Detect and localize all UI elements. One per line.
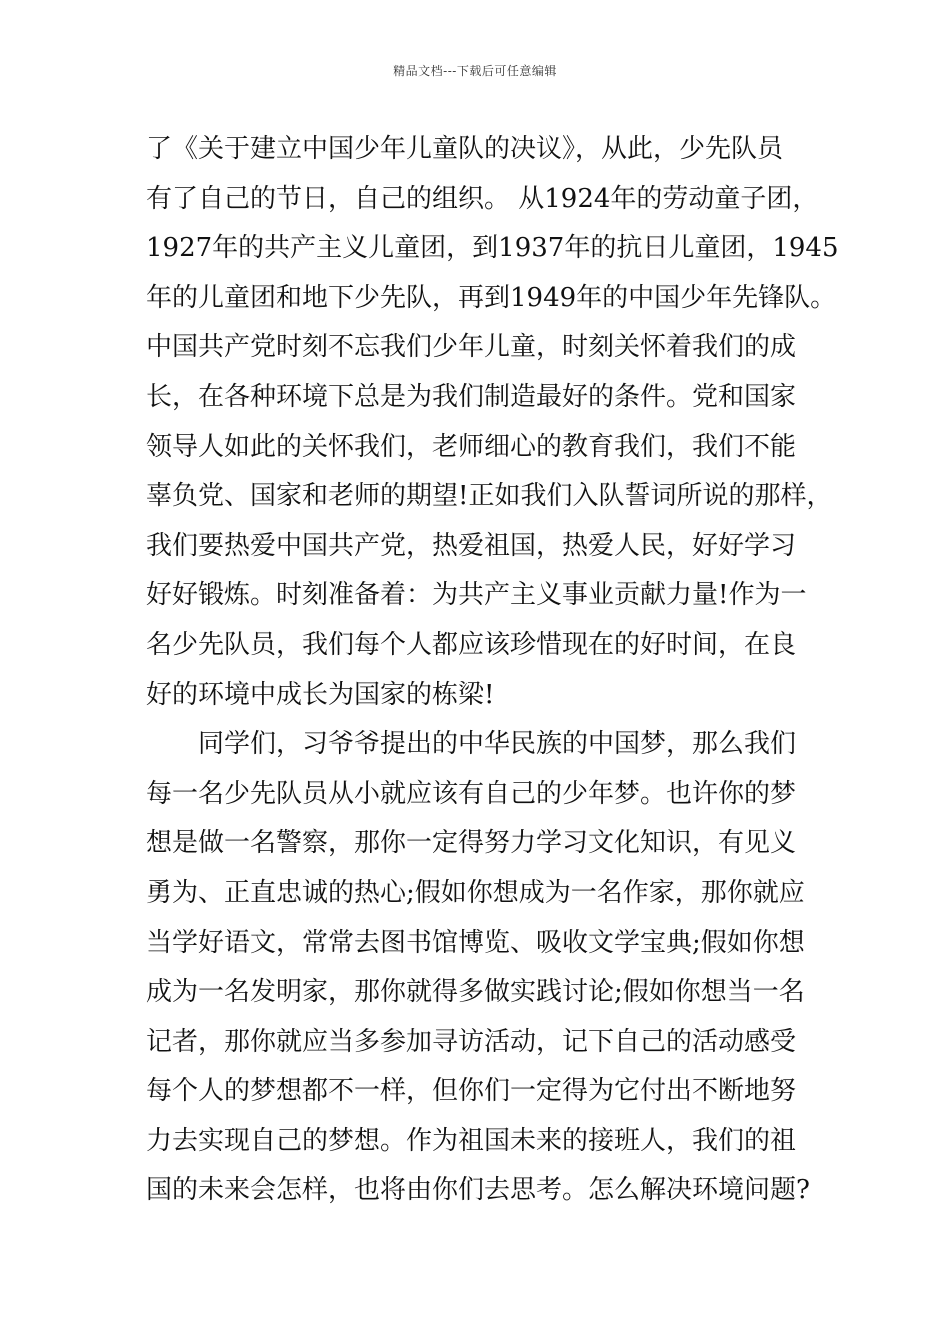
text-line: 名少先队员，我们每个人都应该珍惜现在的好时间，在良: [146, 629, 797, 660]
text-line: 我们要热爱中国共产党，热爱祖国，热爱人民，好好学习: [146, 530, 797, 561]
text-line: 1927年的共产主义儿童团，到1937年的抗日儿童团，1945: [146, 233, 839, 264]
text-line: 同学们，习爷爷提出的中华民族的中国梦，那么我们: [198, 729, 797, 760]
text-line: 力去实现自己的梦想。作为祖国未来的接班人，我们的祖: [146, 1125, 797, 1156]
text-line: 勇为、正直忠诚的热心;假如你想成为一名作家，那你就应: [146, 877, 805, 908]
text-line: 记者，那你就应当多参加寻访活动，记下自己的活动感受: [146, 1026, 797, 1057]
text-line: 当学好语文，常常去图书馆博览、吸收文学宝典;假如你想: [146, 927, 805, 958]
page-header: 精品文档---下载后可任意编辑: [393, 64, 557, 78]
paragraph-1: [146, 125, 839, 720]
text-line: 每一名少先队员从小就应该有自己的少年梦。也许你的梦: [146, 778, 797, 809]
text-line: 国的未来会怎样，也将由你们去思考。怎么解决环境问题?: [146, 1175, 810, 1206]
text-line: 辜负党、国家和老师的期望!正如我们入队誓词所说的那样，: [146, 481, 833, 512]
text-line: 每个人的梦想都不一样，但你们一定得为它付出不断地努: [146, 1076, 797, 1107]
text-line: 成为一名发明家，那你就得多做实践讨论;假如你想当一名: [146, 977, 805, 1008]
text-line: 年的儿童团和地下少先队，再到1949年的中国少年先锋队。: [146, 282, 837, 313]
paragraph-2: [146, 720, 816, 1216]
text-line: 好的环境中成长为国家的栋梁!: [146, 679, 495, 710]
document-body: [146, 125, 839, 1216]
text-line: 好好锻炼。时刻准备着：为共产主义事业贡献力量!作为一: [146, 580, 807, 611]
text-line: 了《关于建立中国少年儿童队的决议》，从此，少先队员: [146, 134, 784, 164]
text-line: 长，在各种环境下总是为我们制造最好的条件。党和国家: [146, 381, 797, 412]
text-line: 领导人如此的关怀我们，老师细心的教育我们，我们不能: [146, 431, 797, 462]
text-line: 想是做一名警察，那你一定得努力学习文化知识，有见义: [146, 828, 797, 859]
text-line: 中国共产党时刻不忘我们少年儿童，时刻关怀着我们的成: [146, 332, 797, 363]
text-line: 有了自己的节日，自己的组织。 从1924年的劳动童子团，: [146, 183, 819, 214]
